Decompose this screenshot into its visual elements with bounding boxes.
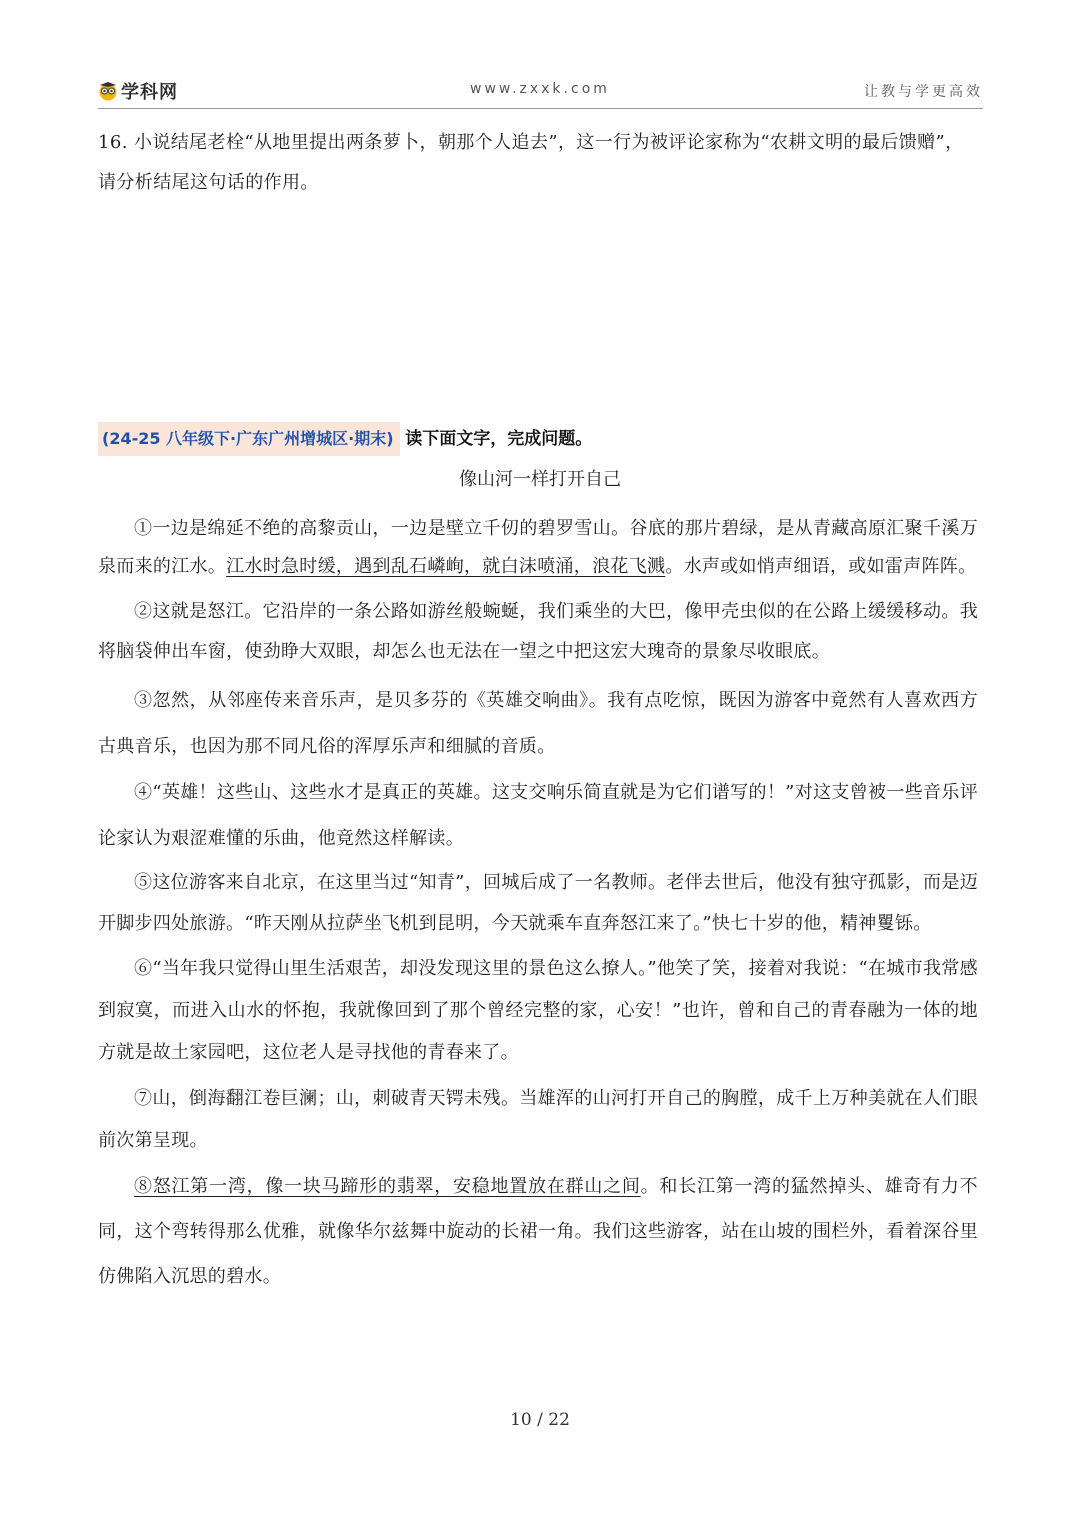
owl-logo-icon (98, 81, 118, 101)
page-number: 10 / 22 (510, 1410, 570, 1430)
source-line (98, 422, 978, 456)
page-header (98, 72, 983, 108)
paragraph-2: ②这就是怒江。它沿岸的一条公路如游丝般蜿蜒，我们乘坐的大巴，像甲壳虫似的在公路上缓缓移动。我将脑袋伸出车窗，使劲睁大双眼，却怎么也无法在一望之中把这宏大瑰奇的景象尽收眼底。 (98, 601, 978, 662)
source-instruction: 读下面文字，完成问题。 (405, 429, 593, 449)
paragraph-1 (98, 510, 978, 586)
essay-title: 像山河一样打开自己 (459, 469, 621, 490)
site-url[interactable]: www.zxxk.com (470, 81, 610, 97)
paragraph-5: ⑤这位游客来自北京，在这里当过“知青”，回城后成了一名教师。老伴去世后，他没有独守孤影，而是迈开脚步四处旅游。“昨天刚从拉萨坐飞机到昆明，今天就乘车直奔怒江来了。”快七十岁的他，精神矍铄。 (98, 872, 978, 934)
paragraph-3: ③忽然，从邻座传来音乐声，是贝多芬的《英雄交响曲》。我有点吃惊，既因为游客中竟然有人喜欢西方古典音乐，也因为那不同凡俗的浑厚乐声和细腻的音质。 (98, 690, 978, 757)
logo[interactable] (98, 78, 178, 104)
paragraph-1-tail: 。水声或如悄声细语，或如雷声阵阵。 (665, 556, 977, 577)
underlined-sentence-1: 江水时急时缓，遇到乱石嶙峋，就白沫喷涌，浪花飞溅 (226, 556, 666, 577)
header-divider (98, 108, 983, 109)
paragraph-7: ⑦山，倒海翻江卷巨澜；山，刺破青天锷未残。当雄浑的山河打开自己的胸膛，成千上万种美就在人们眼前次第呈现。 (98, 1088, 978, 1151)
logo-text: 学科网 (121, 82, 178, 103)
source-tag: (24-25 八年级下·广东广州增城区·期末) (98, 422, 400, 456)
paragraph-4: ④“英雄！这些山、这些水才是真正的英雄。这支交响乐简直就是为它们谱写的！”对这支曾被一些音乐评论家认为艰涩难懂的乐曲，他竟然这样解读。 (98, 782, 978, 849)
slogan: 让教与学更高效 (864, 84, 983, 100)
paragraph-8-tail: 。和长江第一湾的猛然掉头、雄奇有力不同，这个弯转得那么优雅，就像华尔兹舞中旋动的长裙一角。我们这些游客，站在山坡的围栏外，看着深谷里仿佛陷入沉思的碧水。 (98, 1176, 978, 1287)
underlined-sentence-8: ⑧怒江第一湾，像一块马蹄形的翡翠，安稳地置放在群山之间 (134, 1176, 641, 1197)
question-16: 16. 小说结尾老栓“从地里提出两条萝卜，朝那个人追去”，这一行为被评论家称为“农耕文明的最后馈赠”，请分析结尾这句话的作用。 (98, 132, 964, 193)
paragraph-8 (98, 1164, 978, 1299)
paragraph-1-text: ①一边是绵延不绝的高黎贡山，一边是壁立千仞的碧罗雪山。谷底的那片碧绿，是从青藏高原汇聚千溪万泉而来的江水。 (98, 518, 978, 577)
paragraph-6: ⑥“当年我只觉得山里生活艰苦，却没发现这里的景色这么撩人。”他笑了笑，接着对我说：“在城市我常感到寂寞，而进入山水的怀抱，我就像回到了那个曾经完整的家，心安！”也许，曾和自己的青春融为一体的地方就是故土家园吧，这位老人是寻找他的青春来了。 (98, 958, 978, 1063)
essay-body (98, 510, 978, 1299)
